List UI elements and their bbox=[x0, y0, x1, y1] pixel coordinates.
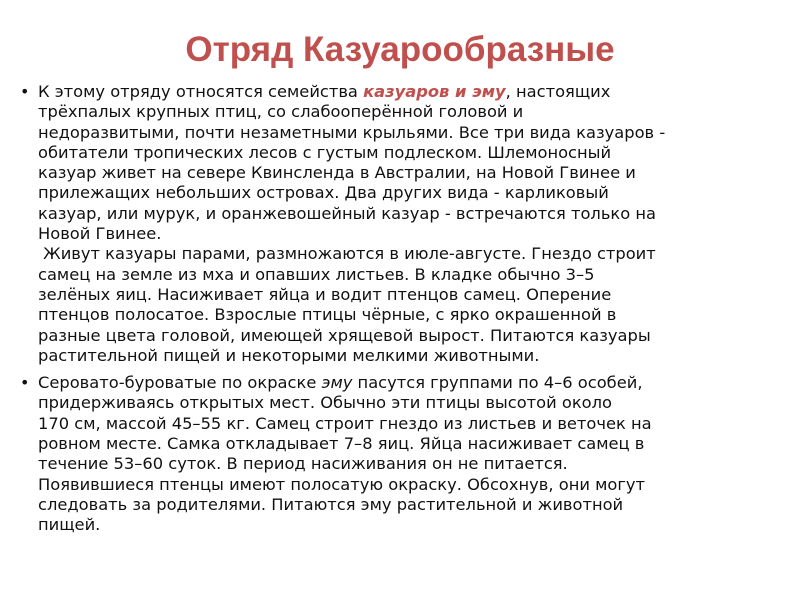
bullet-marker: • bbox=[20, 373, 30, 393]
bullet-marker: • bbox=[20, 82, 30, 101]
italic-term: эму bbox=[321, 373, 353, 393]
text-line: Новой Гвинее. bbox=[38, 224, 162, 244]
text-line: Появившиеся птенцы имеют полосатую окраску. Обсохнув, они могут bbox=[38, 474, 646, 494]
text-line: течение 53–60 суток. В период насиживания он не питается. bbox=[38, 454, 568, 474]
highlighted-term: казуаров и эму bbox=[363, 82, 506, 101]
text-line: казуар, или мурук, и оранжевошейный казуар - встречаются только на bbox=[38, 203, 657, 223]
text-line: следовать за родителями. Питаются эму растительной и животной bbox=[38, 494, 624, 514]
text-line: растительной пищей и некоторыми мелкими животными. bbox=[38, 345, 540, 365]
text-line bbox=[38, 373, 778, 393]
text-line: пищей. bbox=[38, 515, 101, 535]
text-line: разные цвета головой, имеющей хрящевой вырост. Питаются казуары bbox=[38, 325, 651, 345]
text-line: птенцов полосатое. Взрослые птицы чёрные, с ярко окрашенной в bbox=[38, 305, 617, 325]
text-line: Живут казуары парами, размножаются в июле-августе. Гнездо строит bbox=[38, 244, 656, 264]
text-line: недоразвитыми, почти незаметными крыльями. Все три вида казуаров - bbox=[38, 122, 666, 142]
text-line: придерживаясь открытых мест. Обычно эти птицы высотой около bbox=[38, 393, 613, 413]
text-segment: , настоящих bbox=[505, 82, 611, 101]
text-line: трёхпалых крупных птиц, со слабооперённой головой и bbox=[38, 102, 524, 122]
text-line: 170 см, массой 45–55 кг. Самец строит гнездо из листьев и веточек на bbox=[38, 413, 652, 433]
bullet-item-cassowaries bbox=[20, 82, 780, 366]
bullet-text bbox=[38, 373, 778, 535]
text-line: ровном месте. Самка откладывает 7–8 яиц. Яйца насиживает самец в bbox=[38, 434, 645, 454]
text-line: прилежащих небольших островах. Два других вида - карликовый bbox=[38, 183, 609, 203]
text-line: обитатели тропических лесов с густым подлеском. Шлемоносный bbox=[38, 142, 612, 162]
text-segment: Серовато-буроватые по окраске bbox=[38, 373, 322, 393]
text-line: зелёных яиц. Насиживает яйца и водит птенцов самец. Оперение bbox=[38, 284, 612, 304]
bullet-text bbox=[38, 82, 778, 366]
bullet-item-emu bbox=[20, 373, 780, 535]
text-segment: пасутся группами по 4–6 особей, bbox=[352, 373, 643, 393]
text-line bbox=[38, 82, 778, 102]
slide-title: Отряд Казуарообразные bbox=[185, 30, 615, 69]
text-line: самец на земле из мха и опавших листьев. В кладке обычно 3–5 bbox=[38, 264, 595, 284]
text-line: казуар живет на севере Квинсленда в Австралии, на Новой Гвинее и bbox=[38, 163, 636, 183]
text-segment: К этому отряду относятся семейства bbox=[38, 82, 364, 101]
slide-body bbox=[20, 82, 780, 543]
